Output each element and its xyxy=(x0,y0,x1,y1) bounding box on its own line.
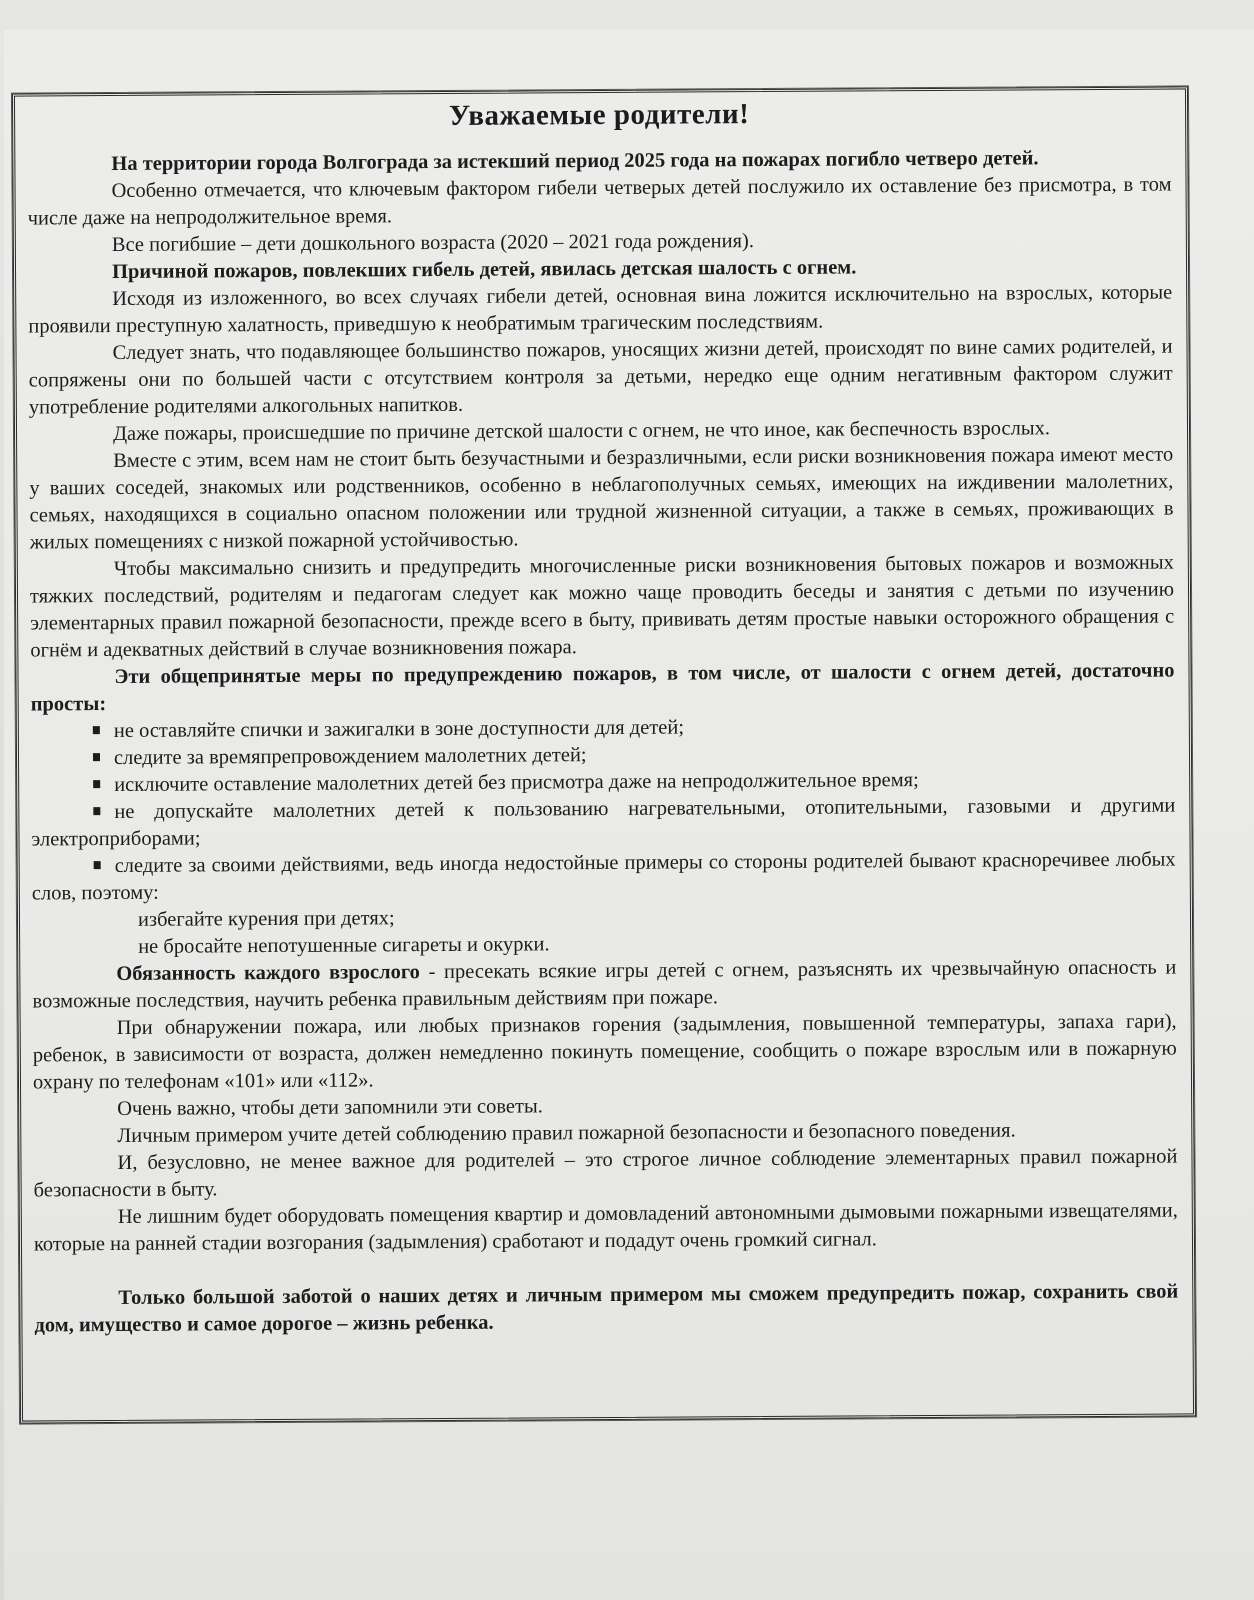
rule-item: исключите оставление малолетних детей без присмотра даже на непродолжительное время; xyxy=(31,766,1175,800)
paper-sheet xyxy=(4,30,1254,1600)
bullet-icon xyxy=(94,861,101,869)
paragraph: Особенно отмечается, что ключевым фактором гибели четверых детей послужило их оставление без присмотра, в том числе даже на непродолжительное время. xyxy=(27,173,1172,230)
bullet-icon xyxy=(93,753,100,761)
paragraph: Чтобы максимально снизить и предупредить многочисленные риски возникновения бытовых пожаров и возможных тяжких последствий, родителям и педагогам следует как можно чаще проводить беседы и занятия с детьми по изучению элементарных правил пожарной безопасности, прежде всего в быту, прививать детям простые навыки осторожного обращения с огнём и адекватных действий в случае возникновения пожара. xyxy=(29,551,1175,662)
paragraph: При обнаружении пожара, или любых признаков горения (задымления, повышенной температуры, запаха гари), ребенок, в зависимости от возраста, должен немедленно покинуть помещение, сообщить о пожаре взрослым или в пожарную охрану по телефонам «101» или «112». xyxy=(32,1010,1177,1094)
duty-lead: Обязанность каждого взрослого xyxy=(116,961,420,985)
paragraph-intro: На территории города Волгограда за истекший период 2025 года на пожарах погибло четверо детей. xyxy=(111,147,1039,175)
closing-statement: Только большой заботой о наших детях и личным примером мы сможем предупредить пожар, сохранить свой дом, имущество и самое дорогое – жизнь ребенка. xyxy=(34,1280,1179,1337)
notice-frame xyxy=(12,86,1196,1423)
paragraph: И, безусловно, не менее важное для родителей – это строгое личное соблюдение элементарных правил пожарной безопасности в быту. xyxy=(33,1145,1178,1202)
bullet-icon xyxy=(93,780,100,788)
duty-paragraph xyxy=(32,955,1176,1016)
rule-item: не оставляйте спички и зажигалки в зоне доступности для детей; xyxy=(31,712,1175,746)
paragraph: Очень важно, чтобы дети запомнили эти советы. xyxy=(117,1095,543,1120)
rule-item: не допускайте малолетних детей к пользованию нагревательными, отопительными, газовыми и другими электроприборами; xyxy=(31,794,1176,851)
bullet-icon xyxy=(93,726,100,734)
paragraph: Вместе с этим, всем нам не стоит быть безучастными и безразличными, если риски возникновения пожара имеют место у ваших соседей, знакомых или родственников, особенно в неблагополучных семьях, имеющих на иждивении малолетних, семьях, находящихся в социально опасном положении или трудной жизненной ситуации, а также в семьях, проживающих в жилых помещениях с низкой пожарной устойчивостью. xyxy=(29,443,1174,554)
duty-text: - пресекать всякие игры детей с огнем, разъяснять их чрезвычайную опасность и возможные последствия, научить ребенка правильным действиям при пожаре. xyxy=(32,956,1177,1013)
notice-title: Уважаемые родители! xyxy=(448,98,750,132)
rules-intro: Эти общепринятые меры по предупреждению пожаров, в том числе, от шалости с огнем детей, достаточно просты: xyxy=(30,659,1175,716)
paragraph: Все погибшие – дети дошкольного возраста (2020 – 2021 года рождения). xyxy=(111,230,755,256)
sub-rule: не бросайте непотушенные сигареты и окурки. xyxy=(138,933,550,958)
bullet-icon xyxy=(93,807,100,815)
paragraph: Следует знать, что подавляющее большинство пожаров, уносящих жизни детей, происходят по вине самих родителей, и сопряжены они по большей части с отсутствием контроля за детьми, нередко еще одним негативным фактором служит употребление родителями алкогольных напитков. xyxy=(28,335,1173,419)
sub-rule: избегайте курения при детях; xyxy=(137,907,395,931)
paragraph: Личным примером учите детей соблюдению правил пожарной безопасности и безопасного поведения. xyxy=(117,1119,1016,1147)
rule-item: следите за своими действиями, ведь иногда недостойные примеры со стороны родителей бывают красноречивее любых слов, поэтому: xyxy=(31,848,1176,905)
rules-list xyxy=(31,712,1176,908)
rule-item: следите за времяпрепровождением малолетних детей; xyxy=(31,739,1175,773)
paragraph: Не лишним будет оборудовать помещения квартир и домовладений автономными дымовыми пожарными извещателями, которые на ранней стадии возгорания (задымления) сработают и подадут очень громкий сигнал. xyxy=(33,1199,1178,1256)
paragraph-cause: Причиной пожаров, повлекших гибель детей, явилась детская шалость с огнем. xyxy=(111,256,857,283)
paragraph: Исходя из изложенного, во всех случаях гибели детей, основная вина ложится исключительно на взрослых, которые проявили преступную халатность, приведшую к необратимым трагическим последствиям. xyxy=(28,281,1173,338)
paragraph: Даже пожары, происшедшие по причине детской шалости с огнем, не что иное, как беспечность взрослых. xyxy=(112,417,1051,445)
